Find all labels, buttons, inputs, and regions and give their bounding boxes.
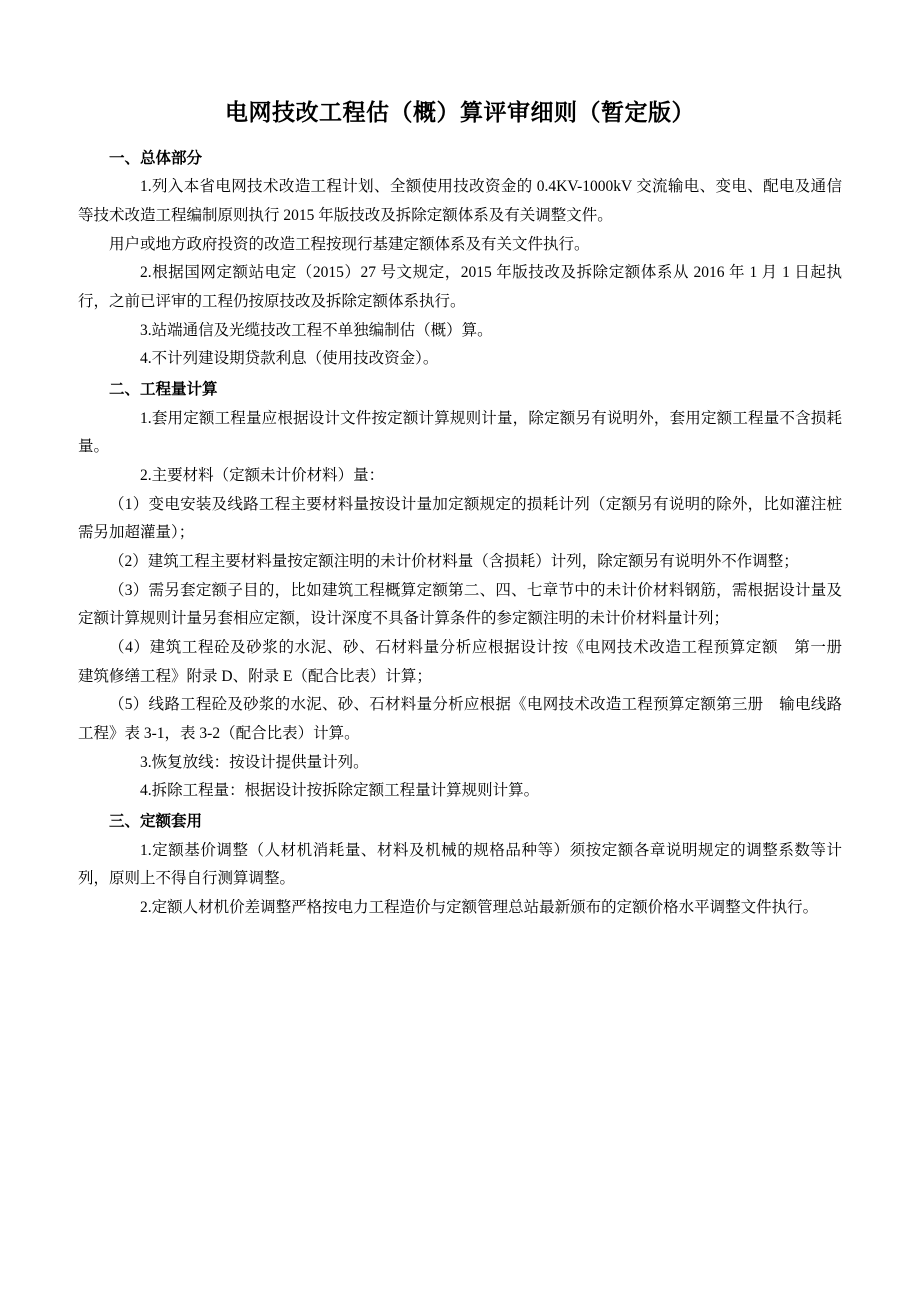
list-item bbox=[78, 894, 842, 923]
paragraph: 用户或地方政府投资的改造工程按现行基建定额体系及有关文件执行。 bbox=[109, 235, 590, 253]
list-item-number: 2. bbox=[140, 898, 152, 916]
list-item-text: 不计列建设期贷款利息（使用技改资金）。 bbox=[151, 350, 439, 368]
list-item bbox=[78, 259, 842, 316]
list-item-text: 主要材料（定额未计价材料）量： bbox=[151, 466, 385, 484]
document-section-2 bbox=[78, 376, 858, 806]
list-item-text: 定额人材机价差调整严格按电力工程造价与定额管理总站最新颁布的定额价格水平调整文件执行。 bbox=[151, 898, 819, 916]
page-title: 电网技改工程估（概）算评审细则（暂定版） bbox=[225, 100, 695, 125]
list-item-text: 恢复放线：按设计提供量计列。 bbox=[151, 753, 369, 771]
list-item-text: 套用定额工程量应根据设计文件按定额计算规则计量，除定额另有说明外，套用定额工程量不含损耗量。 bbox=[78, 409, 842, 456]
list-item bbox=[78, 317, 842, 346]
list-item-text: 定额基价调整（人材机消耗量、材料及机械的规格品种等）须按定额各章说明规定的调整系数等计列，原则上不得自行测算调整。 bbox=[78, 841, 842, 888]
list-item bbox=[78, 173, 842, 230]
list-item-number: 4. bbox=[140, 350, 152, 368]
sub-list-item: （3）需另套定额子目的，比如建筑工程概算定额第二、四、七章节中的未计价材料钢筋，需根据设计量及定额计算规则计量另套相应定额，设计深度不具备计算条件的参定额注明的未计价材料量计列； bbox=[78, 581, 842, 628]
list-item-text: 列入本省电网技术改造工程计划、全额使用技改资金的 0.4KV-1000kV 交流输电、变电、配电及通信等技术改造工程编制原则执行 2015 年版技改及拆除定额体系及有关调整文件。 bbox=[78, 178, 842, 224]
list-item-text: 根据国网定额站电定（2015）27 号文规定，2015 年版技改及拆除定额体系从 2016 年 1 月 1 日起执行，之前已评审的工程仍按原技改及拆除定额体系执行。 bbox=[78, 264, 842, 310]
section-heading: 三、定额套用 bbox=[109, 812, 203, 830]
list-item-number: 4. bbox=[140, 782, 152, 800]
list-item bbox=[78, 462, 842, 491]
section-heading: 一、总体部分 bbox=[109, 149, 203, 167]
list-item bbox=[78, 837, 842, 894]
section-heading: 二、工程量计算 bbox=[109, 380, 218, 398]
list-item-text: 站端通信及光缆技改工程不单独编制估（概）算。 bbox=[151, 321, 493, 339]
list-item-number: 1. bbox=[140, 841, 152, 859]
sub-list-item: （5）线路工程砼及砂浆的水泥、砂、石材料量分析应根据《电网技术改造工程预算定额第三册 输电线路工程》表 3-1，表 3-2（配合比表）计算。 bbox=[78, 696, 842, 742]
list-item-number: 1. bbox=[140, 178, 152, 196]
list-item bbox=[78, 749, 842, 778]
sub-list-item: （2）建筑工程主要材料量按定额注明的未计价材料量（含损耗）计列，除定额另有说明外不作调整； bbox=[109, 552, 799, 570]
list-item-number: 3. bbox=[140, 753, 152, 771]
list-item bbox=[78, 777, 842, 806]
sub-list-item: （1）变电安装及线路工程主要材料量按设计量加定额规定的损耗计列（定额另有说明的除外，比如灌注桩需另加超灌量）； bbox=[78, 495, 842, 542]
list-item-number: 2. bbox=[140, 466, 152, 484]
document-section-1 bbox=[78, 145, 842, 374]
document-section-3 bbox=[78, 808, 842, 923]
list-item bbox=[78, 345, 842, 374]
list-item-number: 3. bbox=[140, 321, 152, 339]
sub-list-item: （4）建筑工程砼及砂浆的水泥、砂、石材料量分析应根据设计按《电网技术改造工程预算定额 第一册 建筑修缮工程》附录 D、附录 E（配合比表）计算； bbox=[78, 638, 858, 685]
list-item-text: 拆除工程量：根据设计按拆除定额工程量计算规则计算。 bbox=[151, 782, 540, 800]
list-item bbox=[78, 405, 842, 462]
list-item-number: 1. bbox=[140, 409, 152, 427]
list-item-number: 2. bbox=[140, 264, 152, 282]
